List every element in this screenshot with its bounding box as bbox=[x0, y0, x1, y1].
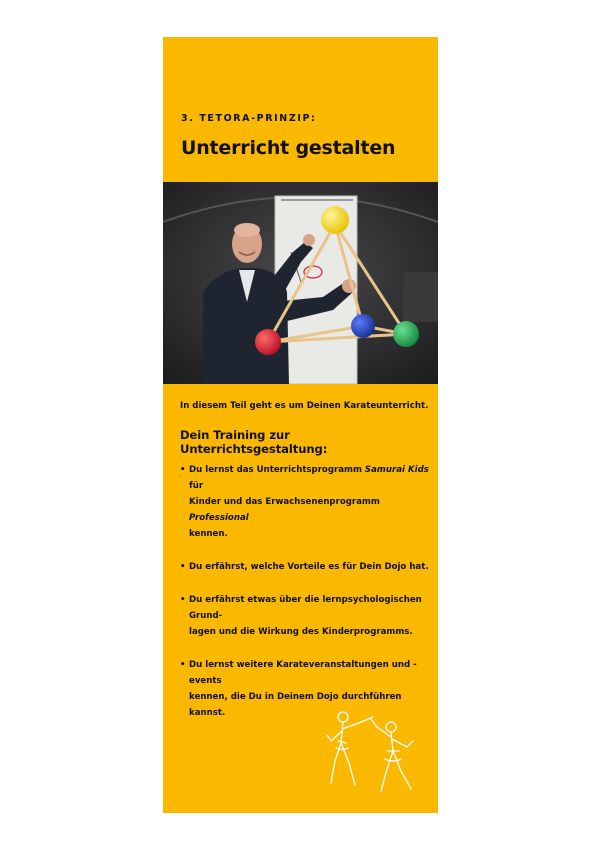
trainer-with-molecule-model-photo bbox=[163, 182, 438, 384]
bullet-marker: • bbox=[180, 562, 186, 572]
list-item: • Du lernst das Unterrichtsprogramm Samurai Kids für Kinder und das Erwachsenenprogramm Professional kennen. bbox=[180, 462, 432, 542]
karate-fighters-line-icon bbox=[321, 703, 421, 803]
bullet-marker: • bbox=[180, 595, 186, 605]
feature-list bbox=[180, 462, 432, 738]
program-name: Samurai Kids bbox=[364, 465, 429, 475]
program-name: Professional bbox=[189, 513, 249, 523]
flyer-panel bbox=[163, 37, 438, 813]
intro-text: In diesem Teil geht es um Deinen Karateunterricht. bbox=[180, 401, 429, 411]
section-subheading: Dein Training zur Unterrichtsgestaltung: bbox=[180, 428, 328, 456]
trainer-photo bbox=[163, 182, 438, 384]
bullet-marker: • bbox=[180, 465, 186, 475]
list-item: • Du erfährst etwas über die lernpsychologischen Grund- lagen und die Wirkung des Kinderprogramms. bbox=[180, 592, 432, 640]
list-item: • Du lernst weitere Karateveranstaltungen und -events kennen, die Du in Deinem Dojo durchführen kannst. bbox=[180, 657, 432, 721]
bullet-marker: • bbox=[180, 660, 186, 670]
section-kicker: 3. TETORA-PRINZIP: bbox=[181, 113, 317, 124]
page-title: Unterricht gestalten bbox=[181, 137, 396, 159]
list-item: • Du erfährst, welche Vorteile es für Dein Dojo hat. bbox=[180, 559, 432, 575]
